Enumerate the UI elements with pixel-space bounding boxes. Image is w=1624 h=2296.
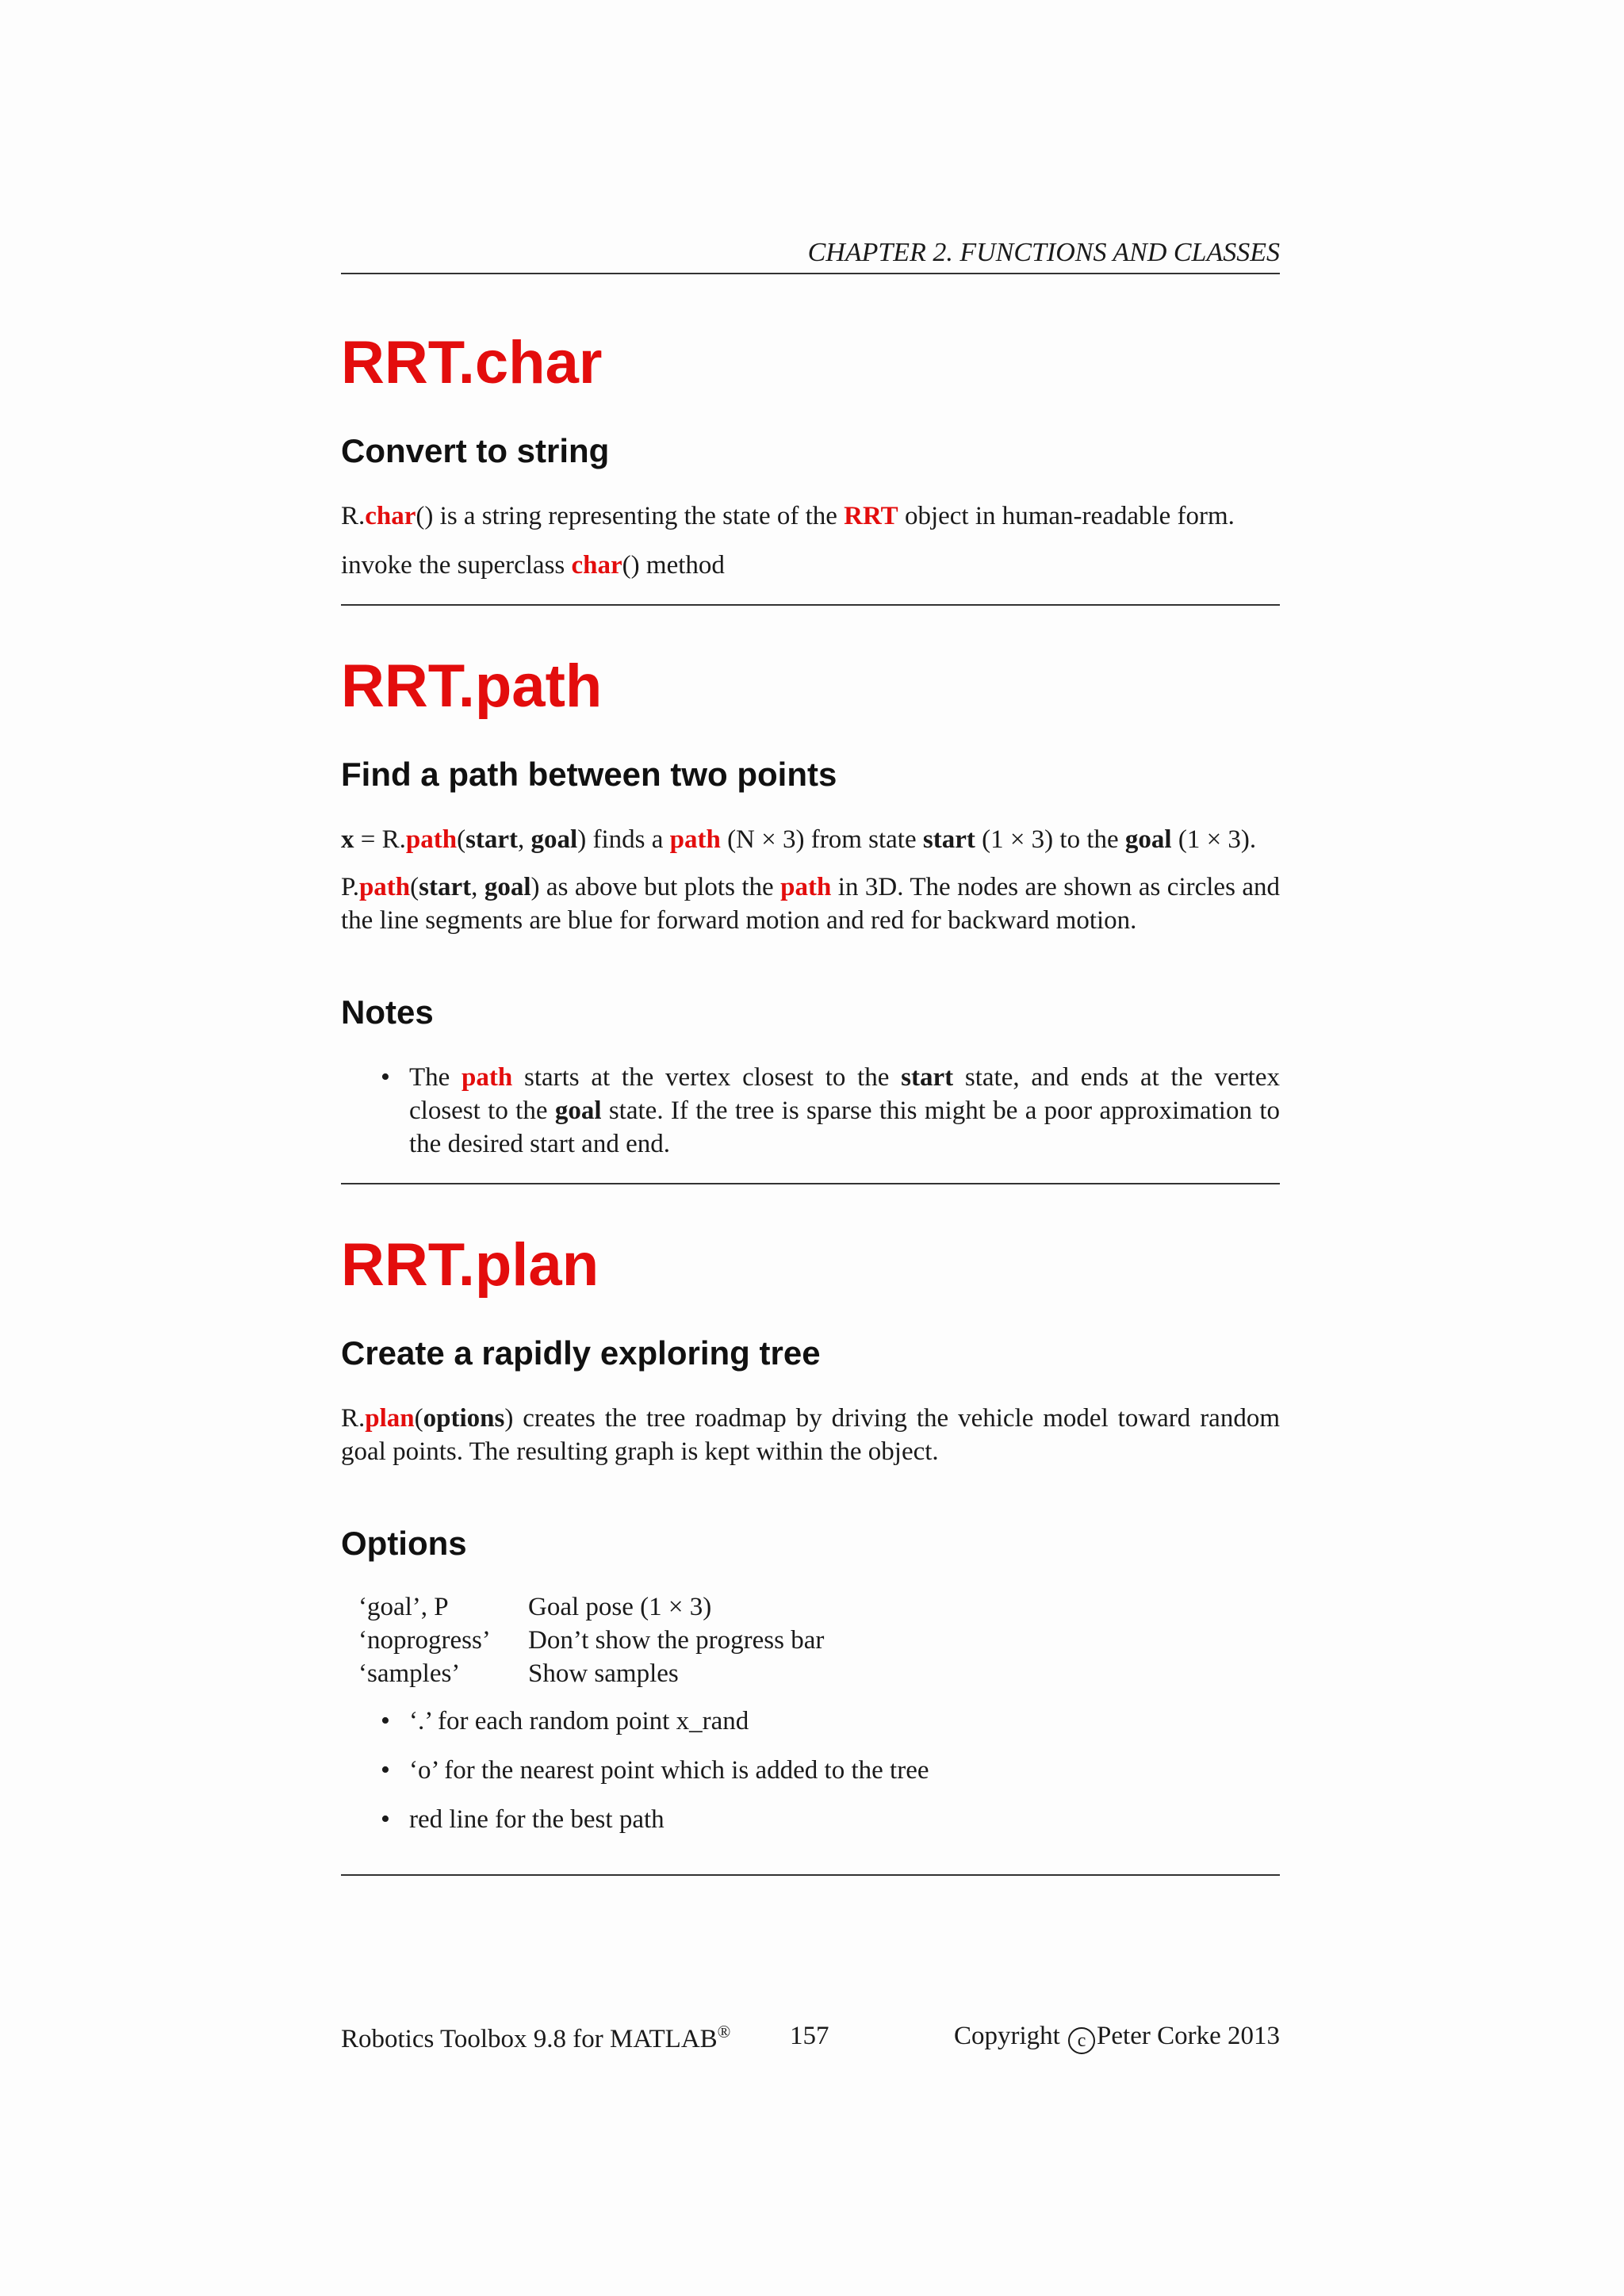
function-link[interactable]: path	[669, 825, 721, 854]
function-link[interactable]: path	[780, 873, 832, 901]
list-item: • ‘.’ for each random point x_rand	[341, 1705, 1280, 1738]
running-head: CHAPTER 2. FUNCTIONS AND CLASSES	[341, 238, 1280, 274]
section-rrt-char	[341, 329, 1280, 582]
description-paragraph: P.path(start, goal) as above but plots the path in 3D. The nodes are shown as circles and the line segments are blue for forward motion and red for backward motion.	[341, 873, 1281, 935]
options-heading: Options	[341, 1525, 467, 1562]
description-paragraph: R.plan(options) creates the tree roadmap by driving the vehicle model toward random goal points. The resulting graph is kept within the object.	[341, 1404, 1280, 1466]
section-title: RRT.char	[341, 329, 603, 396]
function-link[interactable]: char	[571, 551, 622, 580]
table-row	[341, 1657, 824, 1690]
table-row	[341, 1590, 824, 1624]
section-divider	[341, 1874, 1280, 1876]
function-link[interactable]: char	[365, 502, 416, 530]
options-table	[341, 1590, 824, 1690]
option-desc: Don’t show the progress bar	[528, 1626, 825, 1655]
notes-heading: Notes	[341, 993, 434, 1031]
samples-list	[341, 1705, 1280, 1836]
function-link[interactable]: path	[358, 873, 411, 901]
option-key: ‘noprogress’	[358, 1626, 491, 1655]
section-divider	[341, 1183, 1280, 1184]
registered-mark: ®	[717, 2022, 731, 2042]
table-row	[341, 1624, 824, 1657]
list-item: • ‘o’ for the nearest point which is added to the tree	[341, 1754, 1280, 1787]
list-item: • red line for the best path	[341, 1803, 1280, 1836]
function-link[interactable]: path	[405, 825, 458, 854]
option-key: ‘samples’	[358, 1659, 461, 1688]
footer-title: Robotics Toolbox 9.8 for MATLAB®	[341, 2022, 731, 2053]
description-paragraph: x = R.path(start, goal) finds a path (N × 3) from state start (1 × 3) to the goal (1 × 3).	[341, 825, 1257, 854]
copyright-icon: c	[1068, 2027, 1095, 2054]
section-subtitle: Convert to string	[341, 432, 610, 469]
section-rrt-path	[341, 652, 1281, 1161]
section-rrt-plan	[341, 1231, 1280, 1836]
page-number: 157	[790, 2022, 829, 2050]
list-item: • The path starts at the vertex closest to the start state, and ends at the vertex closest to the goal state. If the tree is sparse this might be a poor approximation to the desired start and end.	[341, 1061, 1280, 1161]
option-desc: Goal pose (1 × 3)	[528, 1593, 712, 1621]
section-title: RRT.plan	[341, 1231, 599, 1299]
option-key: ‘goal’, P	[358, 1593, 449, 1621]
option-desc: Show samples	[528, 1659, 679, 1688]
section-subtitle: Find a path between two points	[341, 756, 837, 793]
function-link[interactable]: path	[462, 1063, 513, 1092]
copyright: Copyright c Peter Corke 2013	[954, 2022, 1280, 2054]
function-link[interactable]: plan	[365, 1404, 415, 1433]
class-link[interactable]: RRT	[844, 502, 898, 530]
description-paragraph: invoke the superclass char() method	[341, 551, 725, 580]
notes-list	[341, 1061, 1280, 1161]
section-divider	[341, 604, 1280, 606]
section-subtitle: Create a rapidly exploring tree	[341, 1334, 821, 1372]
section-title: RRT.path	[341, 652, 603, 720]
description-paragraph: R.char() is a string representing the state of the RRT object in human-readable form.	[341, 502, 1235, 530]
